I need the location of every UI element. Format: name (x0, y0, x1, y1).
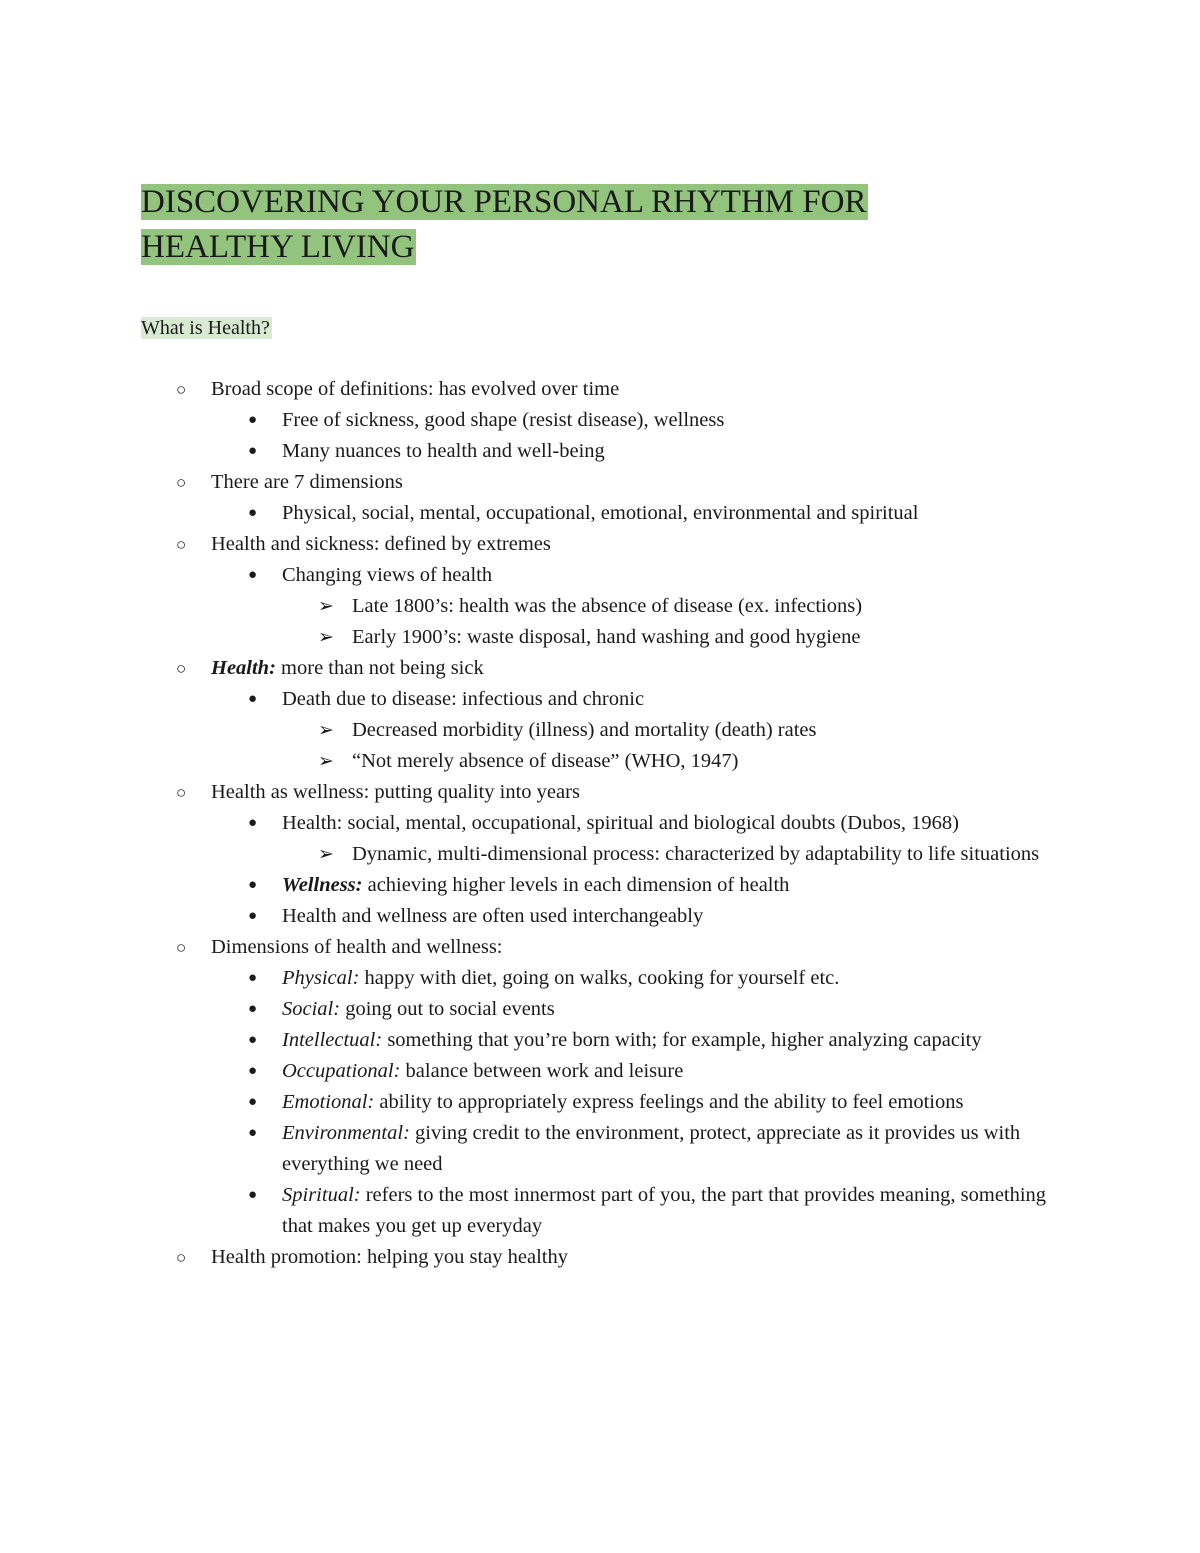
item-text: Dynamic, multi-dimensional process: characterized by adaptability to life situations (352, 843, 1040, 865)
item-text: Death due to disease: infectious and chronic (282, 688, 645, 710)
item-text: There are 7 dimensions (211, 471, 403, 493)
item-text: achieving higher levels in each dimension of health (362, 874, 790, 896)
filled-bullet-icon: ● (248, 1094, 258, 1110)
filled-bullet-icon: ● (248, 877, 258, 893)
item-text: “Not merely absence of disease” (WHO, 1947) (352, 750, 739, 772)
term-label: Wellness: (282, 874, 363, 896)
hollow-circle-bullet-icon: ○ (176, 938, 187, 957)
filled-bullet-icon: ● (248, 412, 258, 428)
filled-bullet-icon: ● (248, 1063, 258, 1079)
filled-bullet-icon: ● (248, 908, 258, 924)
list-item-level-1 (0, 467, 1200, 498)
item-text: Health and sickness: defined by extremes (211, 533, 551, 555)
arrowhead-bullet-icon: ➢ (318, 596, 334, 617)
term-label: Physical: (282, 967, 360, 989)
filled-bullet-icon: ● (248, 1001, 258, 1017)
item-text: Decreased morbidity (illness) and mortality (death) rates (352, 719, 817, 741)
list-item-level-2 (0, 1180, 1062, 1242)
item-text: Changing views of health (282, 564, 493, 586)
list-item-level-1 (0, 1242, 1200, 1273)
arrowhead-bullet-icon: ➢ (318, 751, 334, 772)
item-text: Physical, social, mental, occupational, emotional, environmental and spiritual (282, 502, 919, 524)
section-heading: What is Health? (141, 317, 270, 339)
item-text: balance between work and leisure (400, 1060, 684, 1082)
list-item-level-3 (0, 839, 1062, 870)
term-label: Emotional: (282, 1091, 375, 1113)
notes-list (0, 374, 1200, 1273)
list-item-level-2 (0, 684, 1062, 715)
list-item-level-2 (0, 1087, 1062, 1118)
item-text: Broad scope of definitions: has evolved over time (211, 378, 620, 400)
term-label: Environmental: (282, 1122, 410, 1144)
item-text: giving credit to the environment, protect, appreciate as it provides us with everything we need (282, 1122, 1021, 1175)
filled-bullet-icon: ● (248, 1187, 258, 1203)
filled-bullet-icon: ● (248, 567, 258, 583)
hollow-circle-bullet-icon: ○ (176, 380, 187, 399)
term-label: Health: (211, 657, 276, 679)
list-item-level-2 (0, 405, 1062, 436)
item-text: something that you’re born with; for example, higher analyzing capacity (382, 1029, 982, 1051)
hollow-circle-bullet-icon: ○ (176, 473, 187, 492)
list-item-level-2 (0, 870, 1062, 901)
filled-bullet-icon: ● (248, 1125, 258, 1141)
filled-bullet-icon: ● (248, 443, 258, 459)
term-label: Intellectual: (282, 1029, 383, 1051)
list-item-level-2 (0, 1118, 1062, 1180)
arrowhead-bullet-icon: ➢ (318, 627, 334, 648)
filled-bullet-icon: ● (248, 815, 258, 831)
document-title: DISCOVERING YOUR PERSONAL RHYTHM FOR HEALTHY LIVING (141, 184, 867, 265)
hollow-circle-bullet-icon: ○ (176, 659, 187, 678)
item-text: Health: social, mental, occupational, spiritual and biological doubts (Dubos, 1968) (282, 812, 959, 834)
list-item-level-2 (0, 901, 1062, 932)
list-item-level-2 (0, 808, 1062, 839)
list-item-level-1 (0, 932, 1200, 963)
list-item-level-2 (0, 963, 1062, 994)
item-text: Late 1800’s: health was the absence of disease (ex. infections) (352, 595, 863, 617)
item-text: Early 1900’s: waste disposal, hand washing and good hygiene (352, 626, 861, 648)
item-text: refers to the most innermost part of you, the part that provides meaning, something that makes you get up everyday (282, 1184, 1047, 1237)
term-label: Spiritual: (282, 1184, 361, 1206)
item-text: Dimensions of health and wellness: (211, 936, 503, 958)
item-text: going out to social events (340, 998, 555, 1020)
hollow-circle-bullet-icon: ○ (176, 783, 187, 802)
list-item-level-2 (0, 436, 1062, 467)
list-item-level-3 (0, 622, 1062, 653)
item-text: Many nuances to health and well-being (282, 440, 605, 462)
list-item-level-1 (0, 653, 1200, 684)
arrowhead-bullet-icon: ➢ (318, 844, 334, 865)
arrowhead-bullet-icon: ➢ (318, 720, 334, 741)
hollow-circle-bullet-icon: ○ (176, 535, 187, 554)
item-text: more than not being sick (275, 657, 484, 679)
list-item-level-1 (0, 374, 1200, 405)
list-item-level-2 (0, 560, 1062, 591)
list-item-level-3 (0, 746, 1062, 777)
item-text: Health as wellness: putting quality into years (211, 781, 580, 803)
item-text: ability to appropriately express feelings and the ability to feel emotions (374, 1091, 964, 1113)
list-item-level-3 (0, 715, 1062, 746)
term-label: Occupational: (282, 1060, 401, 1082)
list-item-level-2 (0, 994, 1062, 1025)
list-item-level-1 (0, 529, 1200, 560)
item-text: Health promotion: helping you stay healthy (211, 1246, 568, 1268)
hollow-circle-bullet-icon: ○ (176, 1248, 187, 1267)
list-item-level-3 (0, 591, 1062, 622)
list-item-level-2 (0, 1025, 1062, 1056)
filled-bullet-icon: ● (248, 1032, 258, 1048)
filled-bullet-icon: ● (248, 691, 258, 707)
item-text: Health and wellness are often used interchangeably (282, 905, 704, 927)
item-text: happy with diet, going on walks, cooking for yourself etc. (359, 967, 840, 989)
filled-bullet-icon: ● (248, 505, 258, 521)
list-item-level-1 (0, 777, 1200, 808)
filled-bullet-icon: ● (248, 970, 258, 986)
term-label: Social: (282, 998, 341, 1020)
list-item-level-2 (0, 498, 1062, 529)
item-text: Free of sickness, good shape (resist disease), wellness (282, 409, 725, 431)
list-item-level-2 (0, 1056, 1062, 1087)
